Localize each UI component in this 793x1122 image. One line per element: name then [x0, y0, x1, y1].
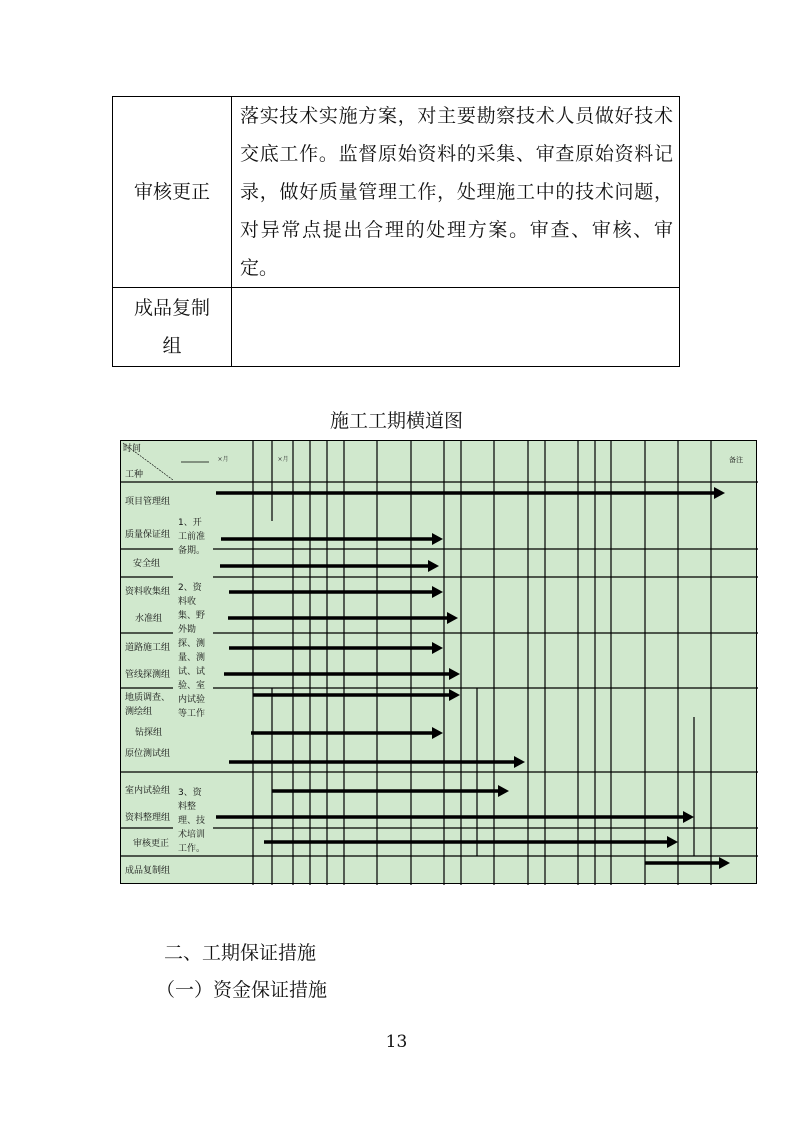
row-label: 审核更正	[113, 97, 232, 288]
row-label: 钻探组	[135, 728, 163, 738]
row-label-text: 成品复制组	[133, 297, 210, 357]
row-label: 资料整理组	[125, 813, 171, 823]
row-label: 审核更正	[133, 839, 170, 849]
row-label: 成品复制组	[125, 866, 171, 876]
table-row	[113, 288, 680, 367]
gantt-grid	[121, 441, 758, 885]
row-label: 地质调查、测绘组	[125, 693, 171, 717]
remark-header: 备注	[729, 456, 743, 464]
corner-header-trade: 工种	[125, 470, 144, 480]
row-label: 道路施工组	[125, 643, 171, 653]
corner-header-time: 时间	[123, 444, 142, 454]
row-label: 原位测试组	[125, 749, 171, 759]
row-label: 质量保证组	[125, 530, 171, 540]
responsibility-table	[112, 96, 680, 367]
row-label: 水准组	[135, 614, 163, 624]
subsection-heading: （一）资金保证措施	[156, 979, 328, 1001]
row-label: 项目管理组	[125, 497, 171, 507]
chart-title: 施工工期横道图	[329, 410, 463, 432]
phase-note: 3、资料整理、技术培训工作。	[178, 788, 206, 854]
row-label	[113, 288, 232, 367]
row-label: 室内试验组	[125, 786, 171, 796]
row-label: 资料收集组	[125, 587, 171, 597]
row-text: 落实技术实施方案，对主要勘察技术人员做好技术交底工作。监督原始资料的采集、审查原始资料记录，做好质量管理工作，处理施工中的技术问题，对异常点提出合理的处理方案。审查、审核、审定。	[232, 97, 680, 288]
time-col-header: ×月	[217, 456, 229, 463]
section-heading: 二、工期保证措施	[164, 942, 317, 964]
phase-note: 1、开工前准备期。	[178, 518, 206, 556]
row-label: 管线探测组	[125, 670, 171, 680]
row-label: 安全组	[133, 559, 161, 569]
table-row	[113, 97, 680, 288]
time-col-header: ×月	[277, 456, 289, 463]
gantt-chart	[120, 440, 757, 884]
phase-note: 2、资料收集、野外勘探、测量、测试、试验、室内试验等工作	[178, 583, 206, 719]
page-number: 13	[385, 1032, 408, 1052]
row-text	[232, 288, 680, 367]
